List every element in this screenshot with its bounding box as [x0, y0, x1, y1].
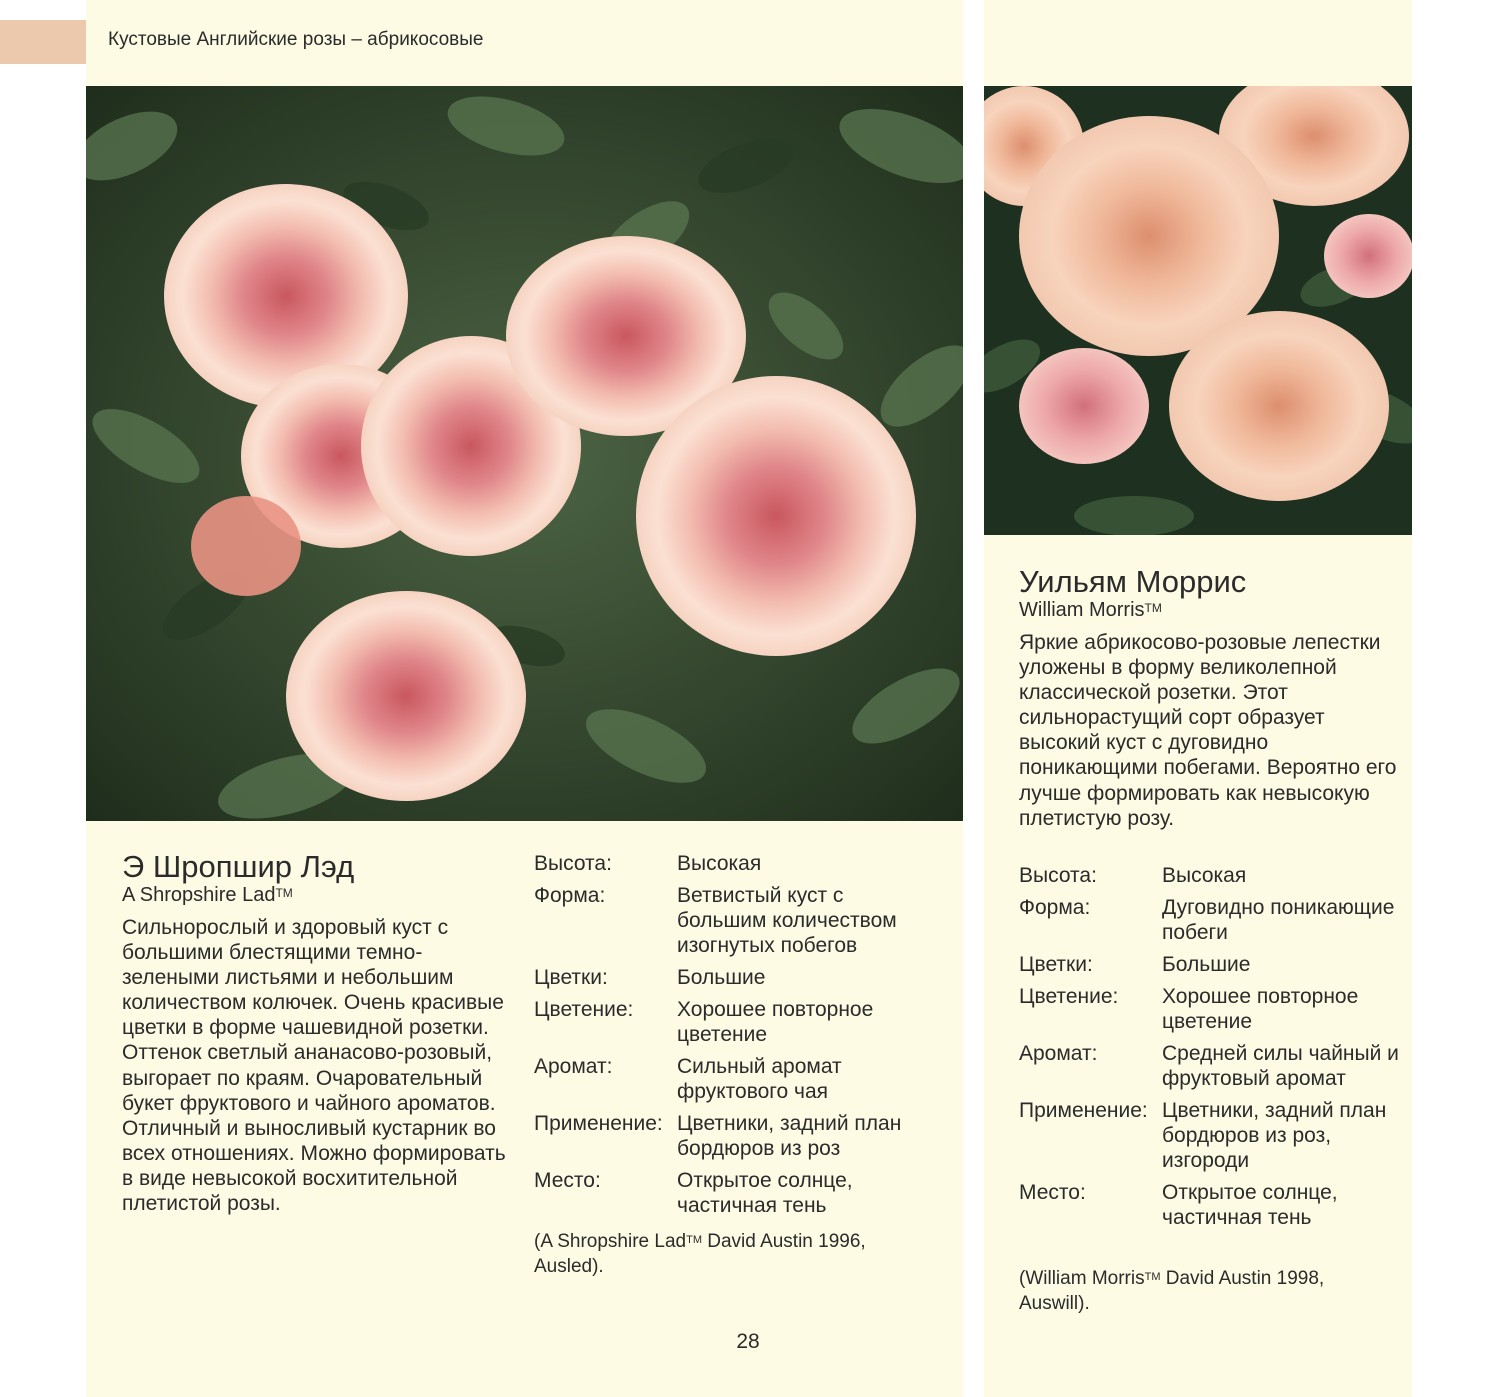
spec-row-location — [1019, 1180, 1399, 1237]
trademark-mark: TM — [1144, 1271, 1161, 1283]
spec-row-usage — [534, 1111, 924, 1168]
spec-value: Цветники, задний план бордюров из роз, изгороди — [1162, 1099, 1387, 1172]
rose-description: Яркие абрикосово-розовые лепестки уложены в форму великолепной классической розетки. Этот сильнорастущий сорт образует высокий куст с дуговидно поникающими побегами. Вероятно его лучше формировать как невысокую плетистую розу. — [1019, 631, 1397, 830]
spec-row-location — [534, 1168, 924, 1225]
spec-value: Высокая — [1162, 864, 1247, 887]
spec-value: Большие — [677, 966, 766, 989]
spec-row-form — [534, 883, 924, 965]
spec-row-blooming — [534, 997, 924, 1054]
spec-value: Цветники, задний план бордюров из роз — [677, 1112, 902, 1160]
rose-specs-table — [1019, 863, 1399, 1237]
spec-row-usage — [1019, 1098, 1399, 1180]
spec-label: Место: — [534, 1169, 601, 1192]
spec-label: Цветки: — [534, 966, 608, 989]
spec-label: Форма: — [534, 884, 606, 907]
spec-value: Дуговидно поникающие побеги — [1162, 896, 1395, 944]
rose-origin-note: (A Shropshire Lad™ David Austin 1996, Ausled). — [534, 1231, 866, 1277]
rose-specs-table — [534, 851, 924, 1225]
section-title: Кустовые Английские розы – абрикосовые — [108, 29, 484, 50]
spec-row-flowers — [534, 965, 924, 997]
rose-origin-note: (William Morris™ David Austin 1998, Auswill). — [1019, 1268, 1325, 1314]
spec-label: Цветение: — [534, 998, 634, 1021]
page-number: 28 — [736, 1330, 760, 1353]
spec-label: Аромат: — [1019, 1042, 1098, 1065]
spec-label: Аромат: — [534, 1055, 613, 1078]
trademark-mark: TM — [686, 1234, 702, 1246]
spec-label: Цветки: — [1019, 953, 1093, 976]
spec-value: Ветвистый куст с большим количеством изогнутых побегов — [677, 884, 897, 957]
spec-label: Цветение: — [1019, 985, 1119, 1008]
rose-name-en: A Shropshire Lad™ — [122, 884, 293, 906]
spec-row-height — [1019, 863, 1399, 895]
rose-name-ru: Уильям Моррис — [1019, 564, 1247, 599]
spec-row-fragrance — [534, 1054, 924, 1111]
spec-value: Открытое солнце, частичная тень — [1162, 1181, 1338, 1229]
rose-name-ru: Э Шропшир Лэд — [122, 849, 355, 884]
spec-row-height — [534, 851, 924, 883]
spec-row-fragrance — [1019, 1041, 1399, 1098]
rose-photo-shropshire-lad-image — [86, 86, 963, 821]
rose-photo-shropshire-lad — [86, 86, 963, 821]
trademark-mark: TM — [275, 886, 293, 900]
spec-label: Применение: — [534, 1112, 663, 1135]
rose-description: Сильнорослый и здоровый куст с большими блестящими темно-зелеными листьями и небольшим количеством колючек. Очень красивые цветки в форме чашевидной розетки. Оттенок светлый ананасово-розовый, выгорает по краям. Очаровательный букет фруктового и чайного ароматов. Отличный и выносливый кустарник во всех отношениях. Можно формировать в виде невысокой восхитительной плетистой розы. — [122, 916, 506, 1216]
spec-value: Высокая — [677, 852, 762, 875]
spec-value: Открытое солнце, частичная тень — [677, 1169, 853, 1217]
spec-label: Высота: — [534, 852, 612, 875]
section-tab-marker — [0, 20, 86, 64]
spec-value: Сильный аромат фруктового чая — [677, 1055, 842, 1103]
rose-name-en: William Morris™ — [1019, 599, 1162, 621]
spec-label: Применение: — [1019, 1099, 1148, 1122]
spec-row-blooming — [1019, 984, 1399, 1041]
spec-value: Средней силы чайный и фруктовый аромат — [1162, 1042, 1399, 1090]
trademark-mark: TM — [1144, 601, 1162, 615]
rose-photo-william-morris-image — [984, 86, 1412, 535]
spec-row-form — [1019, 895, 1399, 952]
spec-label: Высота: — [1019, 864, 1097, 887]
spec-label: Место: — [1019, 1181, 1086, 1204]
spec-value: Большие — [1162, 953, 1251, 976]
spec-value: Хорошее повторное цветение — [677, 998, 874, 1046]
rose-photo-william-morris — [984, 86, 1412, 535]
spec-value: Хорошее повторное цветение — [1162, 985, 1359, 1033]
spec-label: Форма: — [1019, 896, 1091, 919]
spec-row-flowers — [1019, 952, 1399, 984]
